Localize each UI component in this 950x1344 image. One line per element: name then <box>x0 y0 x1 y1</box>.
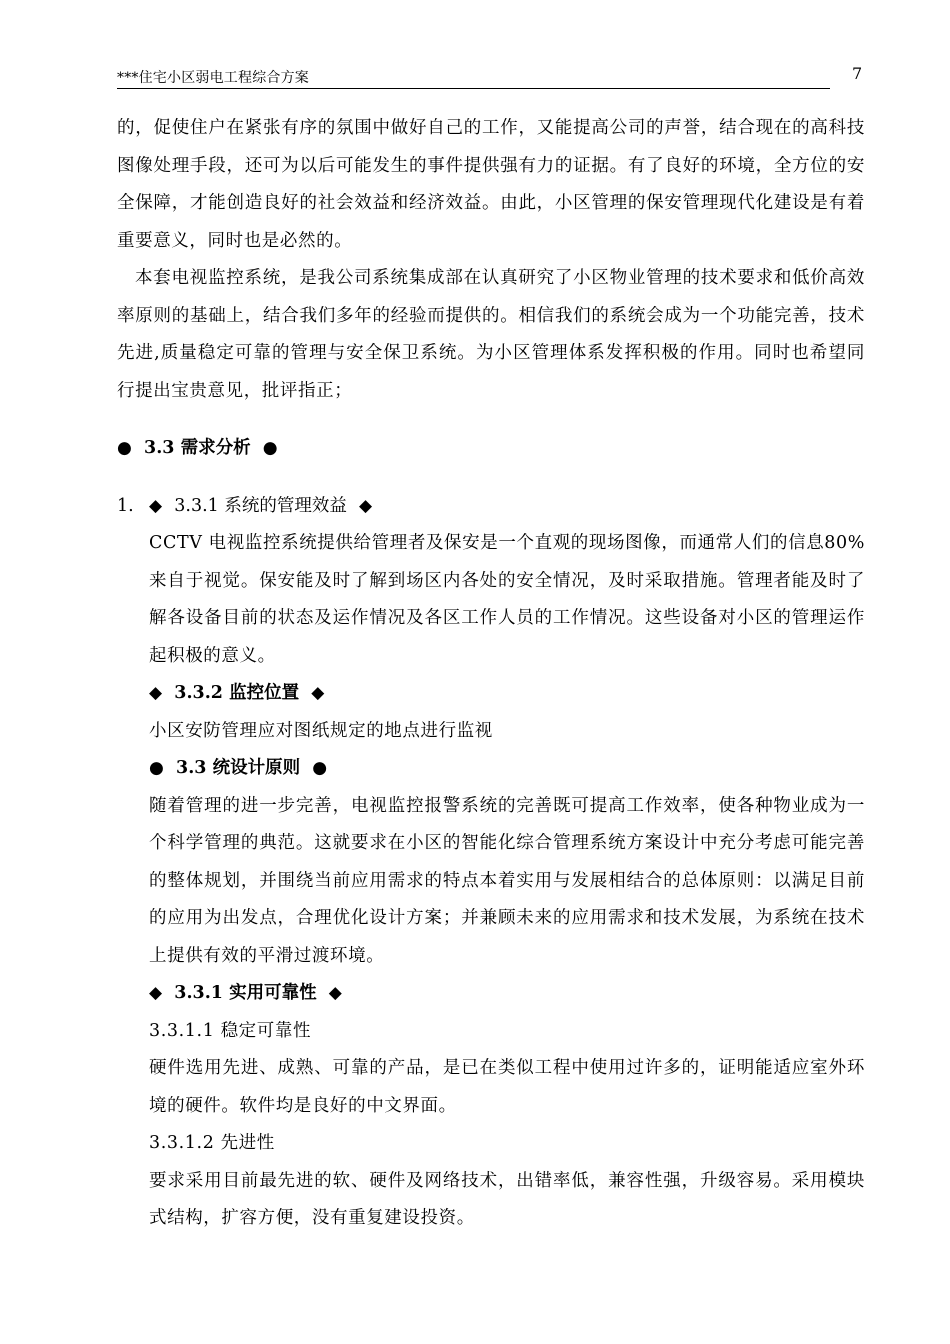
heading-management-benefits <box>117 488 865 526</box>
page-number: 7 <box>852 64 863 83</box>
heading-text: 3.3 统设计原则 <box>176 758 301 778</box>
heading-design-principles <box>149 750 865 788</box>
paragraph-system-intro: 本套电视监控系统，是我公司系统集成部在认真研究了小区物业管理的技术要求和低价高效率原则的基础上，结合我们多年的经验而提供的。相信我们的系统会成为一个功能完善，技术先进,质量稳定可靠的管理与安全保卫系统。为小区管理体系发挥积极的作用。同时也希望同行提出宝贵意见，批评指正； <box>117 268 865 401</box>
subheading-stability: 3.3.1.1 稳定可靠性 <box>149 1020 312 1041</box>
heading-text: 3.3.1 实用可靠性 <box>174 983 317 1003</box>
page-header <box>117 64 830 89</box>
list-number: 1. <box>117 495 134 516</box>
heading-text: 3.3.2 监控位置 <box>174 683 300 703</box>
bullet-diamond-icon: ◆ <box>359 495 373 516</box>
heading-monitoring-location <box>149 675 865 713</box>
heading-text: 3.3 需求分析 <box>144 438 251 458</box>
heading-requirements-analysis <box>117 430 865 468</box>
paragraph-stability: 硬件选用先进、成熟、可靠的产品，是已在类似工程中使用过许多的，证明能适应室外环境的硬件。软件均是良好的中文界面。 <box>149 1058 865 1116</box>
bullet-circle-icon: ● <box>262 438 278 458</box>
bullet-circle-icon: ● <box>312 758 328 778</box>
bullet-diamond-icon: ◆ <box>149 683 163 703</box>
subheading-advancement: 3.3.1.2 先进性 <box>149 1133 275 1153</box>
paragraph-design-principles: 随着管理的进一步完善，电视监控报警系统的完善既可提高工作效率，使各种物业成为一个科学管理的典范。这就要求在小区的智能化综合管理系统方案设计中充分考虑可能完善的整体规划，并围绕当前应用需求的特点本着实用与发展相结合的总体原则：以满足目前的应用为出发点，合理优化设计方案；并兼顾未来的应用需求和技术发展，为系统在技术上提供有效的平滑过渡环境。 <box>149 795 865 966</box>
bullet-diamond-icon: ◆ <box>149 495 163 516</box>
paragraph-intro-continued: 的，促使住户在紧张有序的氛围中做好自己的工作，又能提高公司的声誉，结合现在的高科技图像处理手段，还可为以后可能发生的事件提供强有力的证据。有了良好的环境，全方位的安全保障，才能创造良好的社会效益和经济效益。由此，小区管理的保安管理现代化建设是有着重要意义，同时也是必然的。 <box>117 118 865 251</box>
bullet-circle-icon: ● <box>149 758 164 778</box>
paragraph-advancement: 要求采用目前最先进的软、硬件及网络技术，出错率低，兼容性强，升级容易。采用模块式结构，扩容方便，没有重复建设投资。 <box>149 1170 865 1228</box>
bullet-diamond-icon: ◆ <box>149 983 163 1003</box>
bullet-diamond-icon: ◆ <box>311 683 325 703</box>
heading-practical-reliability <box>149 975 865 1013</box>
paragraph-monitoring-location: 小区安防管理应对图纸规定的地点进行监视 <box>149 720 493 741</box>
bullet-circle-icon: ● <box>117 438 132 458</box>
paragraph-management-benefits: CCTV 电视监控系统提供给管理者及保安是一个直观的现场图像，而通常人们的信息80%来自于视觉。保安能及时了解到场区内各处的安全情况，及时采取措施。管理者能及时了解各设备目前的状态及运作情况及各区工作人员的工作情况。这些设备对小区的管理运作起积极的意义。 <box>149 533 865 666</box>
heading-text: 3.3.1 系统的管理效益 <box>174 495 347 516</box>
document-body <box>117 110 865 1238</box>
header-title: ***住宅小区弱电工程综合方案 <box>117 70 309 86</box>
bullet-diamond-icon: ◆ <box>328 983 342 1003</box>
